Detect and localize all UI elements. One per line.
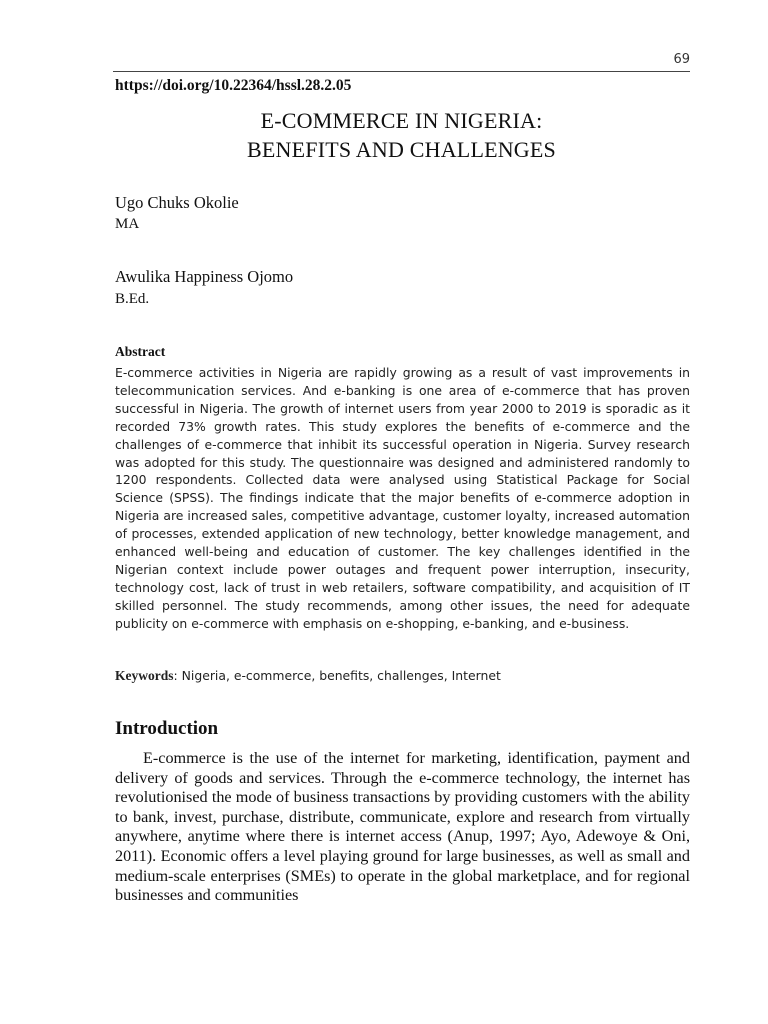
author-degree-1: MA (115, 216, 140, 232)
introduction-body: E-commerce is the use of the internet for marketing, identification, payment and delivery of goods and services. Through the e-commerce technology, the internet has revolutionised the mode of business transactions by providing customers with the ability to bank, invest, purchase, distribute, communicate, explore and research from virtually anywhere, anytime where there is internet access (Anup, 1997; Ayo, Adewoye & Oni, 2011). Economic offers a level playing ground for large businesses, as well as small and medium-scale enterprises (SMEs) to operate in the global marketplace, and for regional businesses and communities (115, 749, 690, 905)
header-rule (113, 71, 690, 72)
title-line-1: E-COMMERCE IN NIGERIA: (260, 108, 543, 133)
abstract-body: E-commerce activities in Nigeria are rapidly growing as a result of vast improvements in telecommunication services. And e-banking is one area of e-commerce that has proven successful in Nigeria. The growth of internet users from year 2000 to 2019 is sporadic as it recorded 73% growth rates. This study explores the benefits of e-commerce and the challenges of e-commerce that inhibit its successful operation in Nigeria. Survey research was adopted for this study. The questionnaire was designed and administered randomly to 1200 respondents. Collected data were analysed using Statistical Package for Social Science (SPSS). The findings indicate that the major benefits of e-commerce adoption in Nigeria are increased sales, competitive advantage, customer loyalty, increased automation of processes, extended application of new technology, better knowledge management, and enhanced well-being and education of customer. The key challenges identified in the Nigerian context include power outages and frequent power interruption, insecurity, technology cost, lack of trust in web retailers, software compatibility, and acquisition of IT skilled personnel. The study recommends, among other issues, the need for adequate publicity on e-commerce with emphasis on e-shopping, e-banking, and e-business. (115, 365, 690, 631)
introduction-heading: Introduction (115, 718, 219, 739)
keywords-line (115, 668, 501, 684)
author-name-1: Ugo Chuks Okolie (115, 193, 239, 212)
title-line-2: BENEFITS AND CHALLENGES (247, 137, 556, 162)
page-number: 69 (673, 52, 690, 67)
abstract-heading: Abstract (115, 344, 166, 359)
author-degree-2: B.Ed. (115, 291, 150, 307)
author-name-2: Awulika Happiness Ojomo (115, 267, 294, 286)
keywords-label: Keywords (115, 668, 174, 683)
keywords-list: : Nigeria, e-commerce, benefits, challenges, Internet (173, 668, 501, 683)
paper-title (113, 106, 690, 164)
doi-link[interactable]: https://doi.org/10.22364/hssl.28.2.05 (115, 77, 352, 94)
